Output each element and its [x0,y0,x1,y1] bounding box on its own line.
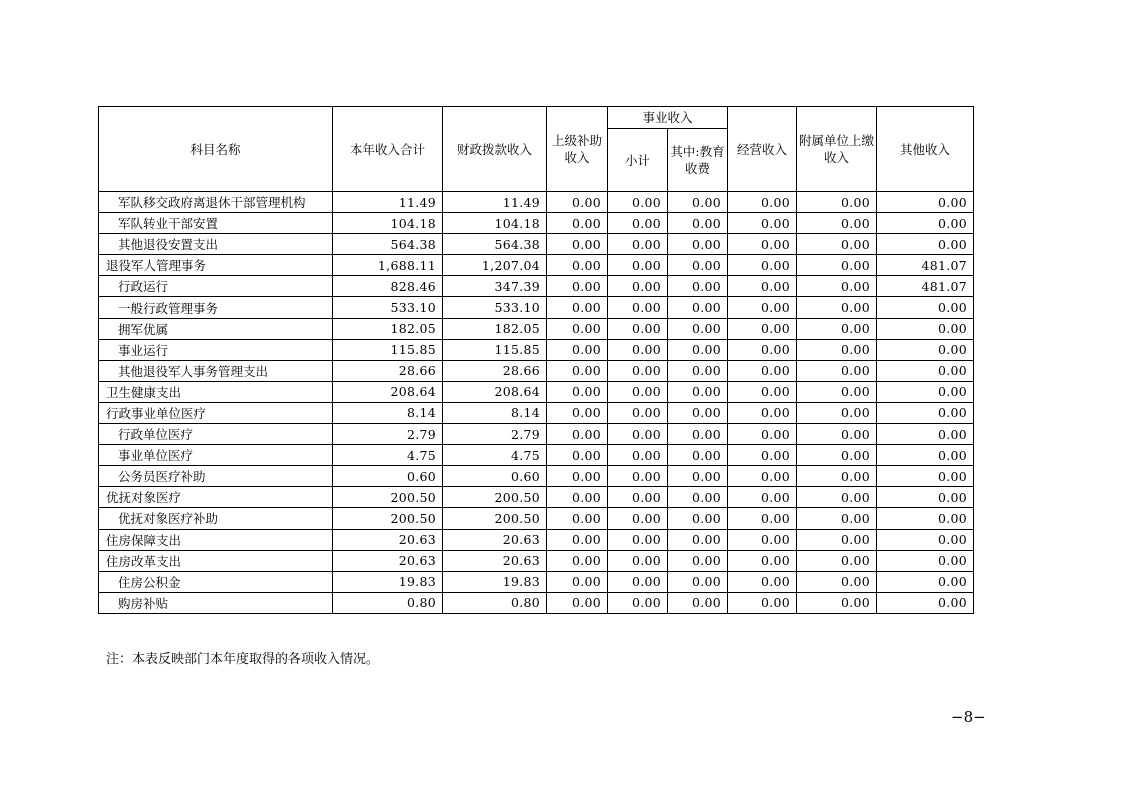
cell-value: 0.00 [728,318,797,339]
cell-value: 0.00 [668,234,728,255]
cell-value: 0.00 [547,255,608,276]
cell-value: 200.50 [443,487,547,508]
table-row [99,297,974,318]
cell-value: 8.14 [333,402,443,423]
cell-value: 0.00 [728,276,797,297]
cell-value: 0.00 [668,318,728,339]
cell-value: 481.07 [877,276,974,297]
cell-value: 481.07 [877,255,974,276]
cell-value: 0.00 [797,339,877,360]
cell-value: 0.00 [608,213,668,234]
cell-value: 28.66 [333,360,443,381]
table-row [99,508,974,529]
cell-value: 182.05 [333,318,443,339]
cell-value: 0.00 [668,487,728,508]
row-subject: 购房补贴 [99,592,333,613]
row-subject: 行政单位医疗 [99,424,333,445]
cell-value: 533.10 [333,297,443,318]
row-subject: 一般行政管理事务 [99,297,333,318]
cell-value: 0.00 [608,550,668,571]
cell-value: 0.00 [608,381,668,402]
cell-value: 564.38 [443,234,547,255]
cell-value: 0.00 [668,192,728,213]
cell-value: 0.00 [728,445,797,466]
cell-value: 0.00 [877,213,974,234]
header-fiscal: 财政拨款收入 [443,107,547,192]
cell-value: 0.00 [797,234,877,255]
cell-value: 0.00 [728,402,797,423]
cell-value: 0.00 [797,318,877,339]
row-subject: 军队转业干部安置 [99,213,333,234]
cell-value: 0.00 [877,592,974,613]
cell-value: 0.00 [728,213,797,234]
cell-value: 0.00 [728,508,797,529]
cell-value: 200.50 [333,487,443,508]
table-row [99,234,974,255]
cell-value: 1,207.04 [443,255,547,276]
cell-value: 0.00 [668,508,728,529]
cell-value: 0.00 [728,360,797,381]
cell-value: 0.00 [728,529,797,550]
cell-value: 0.80 [333,592,443,613]
cell-value: 0.00 [668,592,728,613]
header-superior: 上级补助收入 [547,107,608,192]
row-subject: 行政运行 [99,276,333,297]
cell-value: 0.00 [668,402,728,423]
cell-value: 0.00 [797,213,877,234]
cell-value: 0.00 [668,213,728,234]
income-table [98,106,974,614]
cell-value: 0.00 [797,360,877,381]
table-row [99,424,974,445]
cell-value: 0.00 [668,297,728,318]
cell-value: 0.00 [547,508,608,529]
cell-value: 4.75 [443,445,547,466]
cell-value: 533.10 [443,297,547,318]
table-row [99,592,974,613]
cell-value: 0.00 [668,424,728,445]
row-subject: 其他退役安置支出 [99,234,333,255]
cell-value: 0.00 [608,445,668,466]
cell-value: 0.00 [877,339,974,360]
cell-value: 0.00 [877,529,974,550]
cell-value: 0.60 [443,466,547,487]
row-subject: 其他退役军人事务管理支出 [99,360,333,381]
cell-value: 0.00 [877,318,974,339]
cell-value: 0.00 [728,255,797,276]
table-row [99,360,974,381]
cell-value: 0.00 [608,592,668,613]
cell-value: 19.83 [443,571,547,592]
cell-value: 0.00 [877,487,974,508]
row-subject: 卫生健康支出 [99,381,333,402]
cell-value: 0.00 [877,508,974,529]
cell-value: 0.00 [728,381,797,402]
cell-value: 0.00 [547,234,608,255]
cell-value: 20.63 [333,529,443,550]
cell-value: 0.00 [608,192,668,213]
row-subject: 退役军人管理事务 [99,255,333,276]
cell-value: 182.05 [443,318,547,339]
cell-value: 104.18 [333,213,443,234]
cell-value: 0.00 [547,466,608,487]
cell-value: 0.00 [547,276,608,297]
cell-value: 0.00 [608,339,668,360]
row-subject: 优抚对象医疗补助 [99,508,333,529]
cell-value: 208.64 [333,381,443,402]
header-subtotal: 小计 [608,129,668,192]
table-row [99,255,974,276]
cell-value: 208.64 [443,381,547,402]
table-row [99,466,974,487]
cell-value: 0.00 [608,508,668,529]
cell-value: 0.00 [608,276,668,297]
row-subject: 住房公积金 [99,571,333,592]
cell-value: 0.00 [797,424,877,445]
cell-value: 200.50 [443,508,547,529]
cell-value: 0.00 [797,297,877,318]
cell-value: 0.00 [547,360,608,381]
cell-value: 11.49 [333,192,443,213]
table-row [99,192,974,213]
cell-value: 0.00 [797,571,877,592]
cell-value: 0.00 [668,339,728,360]
cell-value: 0.80 [443,592,547,613]
cell-value: 0.00 [877,192,974,213]
cell-value: 19.83 [333,571,443,592]
cell-value: 0.00 [797,508,877,529]
cell-value: 0.00 [877,466,974,487]
table-row [99,445,974,466]
cell-value: 0.00 [547,550,608,571]
cell-value: 0.00 [547,192,608,213]
cell-value: 0.00 [547,402,608,423]
cell-value: 0.00 [728,234,797,255]
cell-value: 0.00 [668,360,728,381]
cell-value: 0.00 [608,529,668,550]
cell-value: 0.00 [668,255,728,276]
cell-value: 20.63 [443,550,547,571]
cell-value: 0.00 [608,487,668,508]
cell-value: 0.00 [728,339,797,360]
cell-value: 0.00 [608,402,668,423]
cell-value: 28.66 [443,360,547,381]
cell-value: 0.60 [333,466,443,487]
cell-value: 0.00 [608,297,668,318]
cell-value: 0.00 [728,466,797,487]
cell-value: 828.46 [333,276,443,297]
cell-value: 0.00 [547,297,608,318]
cell-value: 0.00 [547,381,608,402]
cell-value: 0.00 [547,339,608,360]
cell-value: 4.75 [333,445,443,466]
cell-value: 0.00 [547,424,608,445]
cell-value: 0.00 [728,550,797,571]
cell-value: 0.00 [547,487,608,508]
cell-value: 0.00 [547,318,608,339]
cell-value: 0.00 [608,234,668,255]
cell-value: 115.85 [333,339,443,360]
cell-value: 0.00 [797,550,877,571]
cell-value: 0.00 [797,487,877,508]
cell-value: 0.00 [797,592,877,613]
header-other: 其他收入 [877,107,974,192]
cell-value: 8.14 [443,402,547,423]
cell-value: 104.18 [443,213,547,234]
cell-value: 0.00 [547,571,608,592]
cell-value: 0.00 [877,445,974,466]
cell-value: 0.00 [877,571,974,592]
header-total: 本年收入合计 [333,107,443,192]
cell-value: 0.00 [728,192,797,213]
cell-value: 0.00 [668,445,728,466]
cell-value: 0.00 [608,255,668,276]
cell-value: 2.79 [333,424,443,445]
header-business-group: 事业收入 [608,107,728,129]
cell-value: 0.00 [608,571,668,592]
cell-value: 0.00 [877,297,974,318]
cell-value: 115.85 [443,339,547,360]
header-operating: 经营收入 [728,107,797,192]
table-row [99,276,974,297]
row-subject: 军队移交政府离退休干部管理机构 [99,192,333,213]
cell-value: 0.00 [797,381,877,402]
cell-value: 0.00 [668,529,728,550]
cell-value: 0.00 [797,255,877,276]
cell-value: 0.00 [797,192,877,213]
cell-value: 0.00 [608,424,668,445]
cell-value: 0.00 [877,424,974,445]
cell-value: 20.63 [443,529,547,550]
cell-value: 347.39 [443,276,547,297]
cell-value: 0.00 [877,550,974,571]
row-subject: 住房改革支出 [99,550,333,571]
row-subject: 事业单位医疗 [99,445,333,466]
cell-value: 0.00 [608,466,668,487]
table-row [99,529,974,550]
cell-value: 0.00 [797,445,877,466]
cell-value: 0.00 [547,529,608,550]
cell-value: 20.63 [333,550,443,571]
cell-value: 0.00 [547,445,608,466]
cell-value: 0.00 [728,424,797,445]
cell-value: 0.00 [877,402,974,423]
table-row [99,318,974,339]
cell-value: 2.79 [443,424,547,445]
header-education: 其中:教育收费 [668,129,728,192]
cell-value: 0.00 [547,213,608,234]
cell-value: 0.00 [608,360,668,381]
cell-value: 0.00 [797,402,877,423]
cell-value: 0.00 [728,571,797,592]
table-row [99,339,974,360]
cell-value: 200.50 [333,508,443,529]
cell-value: 0.00 [797,276,877,297]
row-subject: 优抚对象医疗 [99,487,333,508]
table-row [99,402,974,423]
header-subject: 科目名称 [99,107,333,192]
cell-value: 0.00 [728,487,797,508]
table-row [99,381,974,402]
cell-value: 0.00 [547,592,608,613]
cell-value: 0.00 [797,466,877,487]
cell-value: 0.00 [668,550,728,571]
header-affiliated: 附属单位上缴收入 [797,107,877,192]
row-subject: 事业运行 [99,339,333,360]
row-subject: 公务员医疗补助 [99,466,333,487]
cell-value: 11.49 [443,192,547,213]
cell-value: 0.00 [877,234,974,255]
table-row [99,213,974,234]
table-row [99,571,974,592]
cell-value: 1,688.11 [333,255,443,276]
row-subject: 拥军优属 [99,318,333,339]
cell-value: 0.00 [877,381,974,402]
cell-value: 0.00 [728,592,797,613]
cell-value: 0.00 [668,571,728,592]
cell-value: 564.38 [333,234,443,255]
row-subject: 行政事业单位医疗 [99,402,333,423]
row-subject: 住房保障支出 [99,529,333,550]
cell-value: 0.00 [668,276,728,297]
page-number: −8− [951,708,986,726]
cell-value: 0.00 [668,466,728,487]
cell-value: 0.00 [728,297,797,318]
cell-value: 0.00 [668,381,728,402]
table-row [99,550,974,571]
cell-value: 0.00 [877,360,974,381]
footnote: 注：本表反映部门本年度取得的各项收入情况。 [106,652,380,667]
table-row [99,487,974,508]
cell-value: 0.00 [608,318,668,339]
cell-value: 0.00 [797,529,877,550]
